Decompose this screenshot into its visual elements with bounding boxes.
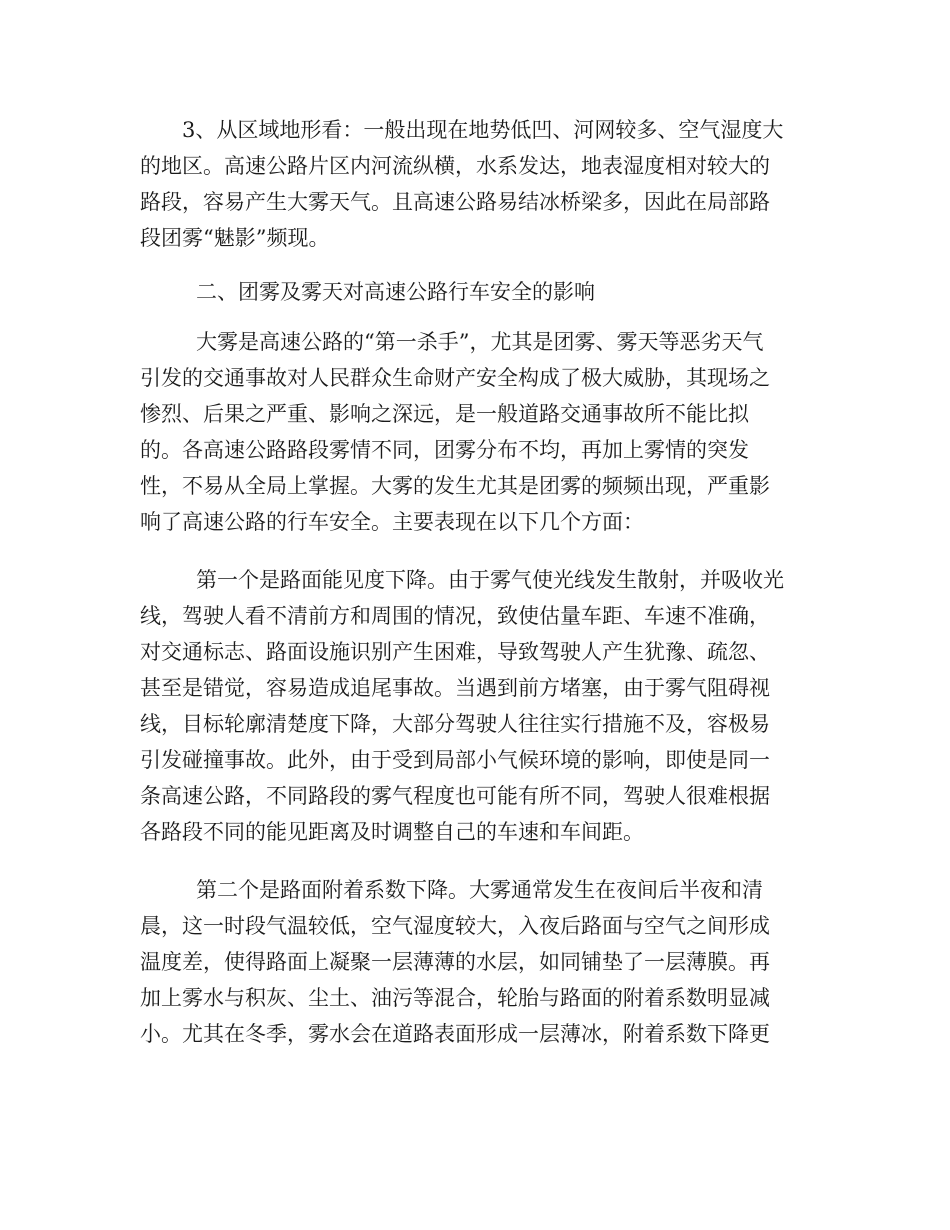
paragraph-line: 路段，容易产生大雾天气。且高速公路易结冰桥梁多，因此在局部路: [140, 190, 770, 214]
paragraph-line: 大雾是高速公路的“第一杀手”，尤其是团雾、雾天等恶劣天气: [196, 330, 764, 354]
paragraph-line: 各路段不同的能见距离及时调整自己的车速和车间距。: [140, 820, 644, 844]
paragraph-line: 引发的交通事故对人民群众生命财产安全构成了极大威胁，其现场之: [140, 366, 770, 390]
paragraph-line: 惨烈、后果之严重、影响之深远，是一般道路交通事故所不能比拟: [140, 402, 749, 426]
paragraph-line: 的。各高速公路路段雾情不同，团雾分布不均，再加上雾情的突发: [140, 438, 749, 462]
paragraph-line: 响了高速公路的行车安全。主要表现在以下几个方面：: [140, 510, 644, 534]
paragraph-line: 温度差，使得路面上凝聚一层薄薄的水层，如同铺垫了一层薄膜。再: [140, 950, 770, 974]
paragraph-line: 甚至是错觉，容易造成追尾事故。当遇到前方堵塞，由于雾气阻碍视: [140, 676, 770, 700]
paragraph-line: 段团雾“魅影”频现。: [140, 226, 330, 250]
paragraph-line: 线，驾驶人看不清前方和周围的情况，致使估量车距、车速不准确，: [140, 604, 770, 628]
paragraph-line: 的地区。高速公路片区内河流纵横，水系发达，地表湿度相对较大的: [140, 154, 770, 178]
paragraph-line: 加上雾水与积灰、尘土、油污等混合，轮胎与路面的附着系数明显减: [140, 986, 770, 1010]
paragraph-line: 第二个是路面附着系数下降。大雾通常发生在夜间后半夜和清: [196, 878, 763, 902]
paragraph-line: 3、从区域地形看：一般出现在地势低凹、河网较多、空气湿度大: [182, 118, 784, 142]
paragraph-line: 引发碰撞事故。此外，由于受到局部小气候环境的影响，即使是同一: [140, 748, 770, 772]
paragraph-line: 小。尤其在冬季，雾水会在道路表面形成一层薄冰，附着系数下降更: [140, 1022, 770, 1046]
paragraph-line: 线，目标轮廓清楚度下降，大部分驾驶人往往实行措施不及，容极易: [140, 712, 770, 736]
section-heading: 二、团雾及雾天对高速公路行车安全的影响: [196, 280, 595, 304]
paragraph-line: 晨，这一时段气温较低，空气湿度较大，入夜后路面与空气之间形成: [140, 914, 770, 938]
paragraph-line: 条高速公路，不同路段的雾气程度也可能有所不同，驾驶人很难根据: [140, 784, 770, 808]
paragraph-line: 性，不易从全局上掌握。大雾的发生尤其是团雾的频频出现，严重影: [140, 474, 770, 498]
paragraph-line: 对交通标志、路面设施识别产生困难，导致驾驶人产生犹豫、疏忽、: [140, 640, 770, 664]
paragraph-line: 第一个是路面能见度下降。由于雾气使光线发生散射，并吸收光: [196, 568, 784, 592]
